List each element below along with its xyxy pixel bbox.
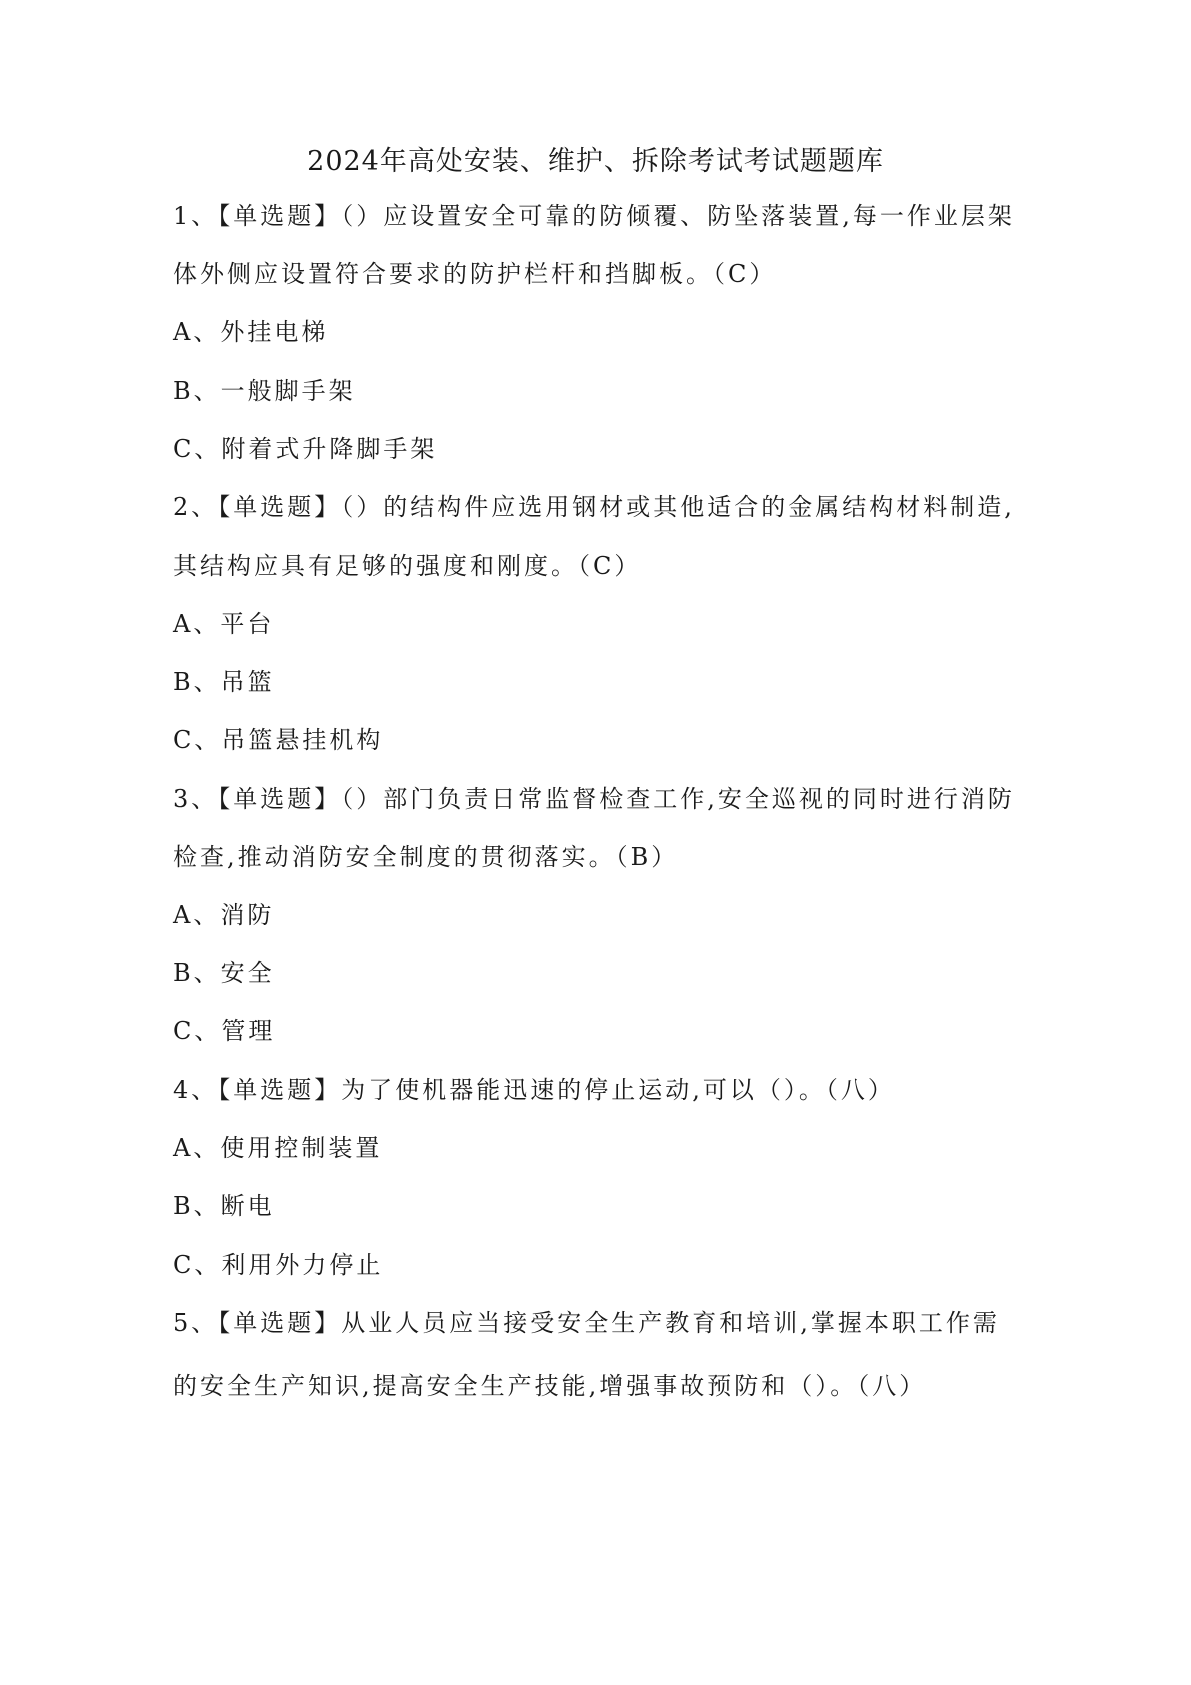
question-3-option-b: B、安全 bbox=[173, 959, 275, 987]
question-2-stem-line-1: 2、【单选题】（）的结构件应选用钢材或其他适合的金属结构材料制造, bbox=[173, 493, 1015, 521]
question-1-option-c: C、附着式升降脚手架 bbox=[173, 435, 438, 463]
question-2-option-a: A、平台 bbox=[173, 610, 275, 638]
question-4-stem-line-1: 4、【单选题】为了使机器能迅速的停止运动,可以（）。（八） bbox=[173, 1076, 895, 1104]
question-2-option-b: B、吊篮 bbox=[173, 668, 275, 696]
question-4-option-c: C、利用外力停止 bbox=[173, 1251, 384, 1279]
question-2-option-c: C、吊篮悬挂机构 bbox=[173, 726, 384, 754]
question-5-stem-line-1: 5、【单选题】从业人员应当接受安全生产教育和培训,掌握本职工作需 bbox=[173, 1309, 1000, 1337]
question-4-option-a: A、使用控制装置 bbox=[173, 1134, 383, 1162]
question-3-option-a: A、消防 bbox=[173, 901, 275, 929]
question-3-option-c: C、管理 bbox=[173, 1017, 276, 1045]
question-1-option-a: A、外挂电梯 bbox=[173, 318, 329, 346]
question-5-stem-line-2: 的安全生产知识,提高安全生产技能,增强事故预防和（）。（八） bbox=[173, 1372, 927, 1400]
question-2-stem-line-2: 其结构应具有足够的强度和刚度。（C） bbox=[173, 552, 642, 580]
document-title: 2024年高处安装、维护、拆除考试考试题题库 bbox=[307, 146, 884, 177]
question-3-stem-line-1: 3、【单选题】（）部门负责日常监督检查工作,安全巡视的同时进行消防 bbox=[173, 785, 1015, 813]
question-1-option-b: B、一般脚手架 bbox=[173, 377, 356, 405]
question-1-stem-line-1: 1、【单选题】（）应设置安全可靠的防倾覆、防坠落装置,每一作业层架 bbox=[173, 202, 1015, 230]
question-4-option-b: B、断电 bbox=[173, 1192, 275, 1220]
question-1-stem-line-2: 体外侧应设置符合要求的防护栏杆和挡脚板。（C） bbox=[173, 260, 777, 288]
question-3-stem-line-2: 检查,推动消防安全制度的贯彻落实。（B） bbox=[173, 843, 679, 871]
